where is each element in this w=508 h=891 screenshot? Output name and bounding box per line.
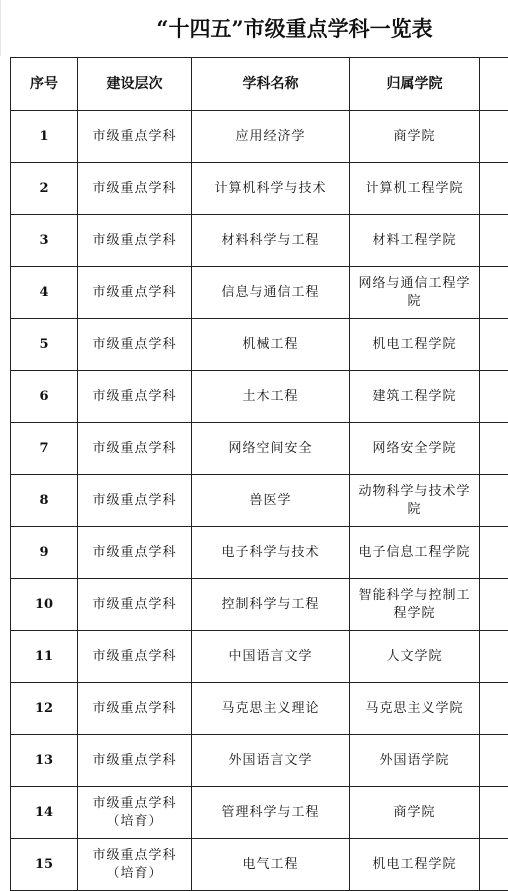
row-blank xyxy=(480,527,508,579)
row-number: 6 xyxy=(11,371,78,423)
row-blank xyxy=(480,371,508,423)
row-subject: 土木工程 xyxy=(192,371,350,423)
header-no: 序号 xyxy=(11,58,78,111)
row-number: 15 xyxy=(11,839,78,891)
table-body xyxy=(11,111,508,891)
row-college: 建筑工程学院 xyxy=(350,371,480,423)
row-blank xyxy=(480,215,508,267)
table-row xyxy=(11,527,508,579)
row-blank xyxy=(480,735,508,787)
row-level: 市级重点学科 xyxy=(78,631,192,683)
row-number: 10 xyxy=(11,579,78,631)
row-blank xyxy=(480,163,508,215)
row-blank xyxy=(480,787,508,839)
row-subject: 马克思主义理论 xyxy=(192,683,350,735)
row-number: 4 xyxy=(11,267,78,319)
row-college: 人文学院 xyxy=(350,631,480,683)
table-row xyxy=(11,111,508,163)
row-blank xyxy=(480,111,508,163)
row-college: 智能科学与控制工程学院 xyxy=(350,579,480,631)
table-row xyxy=(11,215,508,267)
row-blank xyxy=(480,475,508,527)
table-row xyxy=(11,475,508,527)
row-subject: 材料科学与工程 xyxy=(192,215,350,267)
row-college: 网络与通信工程学院 xyxy=(350,267,480,319)
row-college: 马克思主义学院 xyxy=(350,683,480,735)
header-blank xyxy=(480,58,508,111)
row-college: 网络安全学院 xyxy=(350,423,480,475)
row-blank xyxy=(480,631,508,683)
table-row xyxy=(11,267,508,319)
row-level: 市级重点学科 xyxy=(78,735,192,787)
row-college: 外国语学院 xyxy=(350,735,480,787)
table-row xyxy=(11,579,508,631)
row-level: 市级重点学科 xyxy=(78,579,192,631)
discipline-table xyxy=(10,57,508,891)
row-subject: 管理科学与工程 xyxy=(192,787,350,839)
row-level: 市级重点学科 xyxy=(78,371,192,423)
table-row xyxy=(11,787,508,839)
row-subject: 电气工程 xyxy=(192,839,350,891)
header-level: 建设层次 xyxy=(78,58,192,111)
row-number: 13 xyxy=(11,735,78,787)
table-header-row xyxy=(11,58,508,111)
row-subject: 外国语言文学 xyxy=(192,735,350,787)
row-level: 市级重点学科 xyxy=(78,163,192,215)
row-number: 14 xyxy=(11,787,78,839)
row-college: 电子信息工程学院 xyxy=(350,527,480,579)
row-number: 11 xyxy=(11,631,78,683)
row-blank xyxy=(480,319,508,371)
row-number: 5 xyxy=(11,319,78,371)
row-college: 商学院 xyxy=(350,111,480,163)
row-college: 机电工程学院 xyxy=(350,839,480,891)
table-row xyxy=(11,631,508,683)
header-college: 归属学院 xyxy=(350,58,480,111)
row-number: 8 xyxy=(11,475,78,527)
row-level: 市级重点学科（培育） xyxy=(78,839,192,891)
row-college: 动物科学与技术学院 xyxy=(350,475,480,527)
row-level: 市级重点学科 xyxy=(78,111,192,163)
table-row xyxy=(11,423,508,475)
row-subject: 机械工程 xyxy=(192,319,350,371)
row-subject: 中国语言文学 xyxy=(192,631,350,683)
row-college: 商学院 xyxy=(350,787,480,839)
row-subject: 应用经济学 xyxy=(192,111,350,163)
row-level: 市级重点学科 xyxy=(78,267,192,319)
row-level: 市级重点学科 xyxy=(78,475,192,527)
row-number: 1 xyxy=(11,111,78,163)
row-college: 机电工程学院 xyxy=(350,319,480,371)
table-row xyxy=(11,319,508,371)
table-row xyxy=(11,371,508,423)
row-number: 9 xyxy=(11,527,78,579)
header-subject: 学科名称 xyxy=(192,58,350,111)
row-level: 市级重点学科（培育） xyxy=(78,787,192,839)
row-blank xyxy=(480,267,508,319)
row-level: 市级重点学科 xyxy=(78,683,192,735)
row-number: 12 xyxy=(11,683,78,735)
row-level: 市级重点学科 xyxy=(78,423,192,475)
row-subject: 控制科学与工程 xyxy=(192,579,350,631)
row-number: 3 xyxy=(11,215,78,267)
row-number: 2 xyxy=(11,163,78,215)
row-subject: 兽医学 xyxy=(192,475,350,527)
row-subject: 电子科学与技术 xyxy=(192,527,350,579)
row-number: 7 xyxy=(11,423,78,475)
table-row xyxy=(11,735,508,787)
row-blank xyxy=(480,683,508,735)
row-subject: 信息与通信工程 xyxy=(192,267,350,319)
row-level: 市级重点学科 xyxy=(78,527,192,579)
table-row xyxy=(11,163,508,215)
table-row xyxy=(11,683,508,735)
row-college: 材料工程学院 xyxy=(350,215,480,267)
row-level: 市级重点学科 xyxy=(78,319,192,371)
row-blank xyxy=(480,423,508,475)
row-level: 市级重点学科 xyxy=(78,215,192,267)
row-subject: 网络空间安全 xyxy=(192,423,350,475)
row-blank xyxy=(480,839,508,891)
row-subject: 计算机科学与技术 xyxy=(192,163,350,215)
row-college: 计算机工程学院 xyxy=(350,163,480,215)
table-row xyxy=(11,839,508,891)
row-blank xyxy=(480,579,508,631)
document-title: “十四五”市级重点学科一览表 xyxy=(0,0,508,56)
